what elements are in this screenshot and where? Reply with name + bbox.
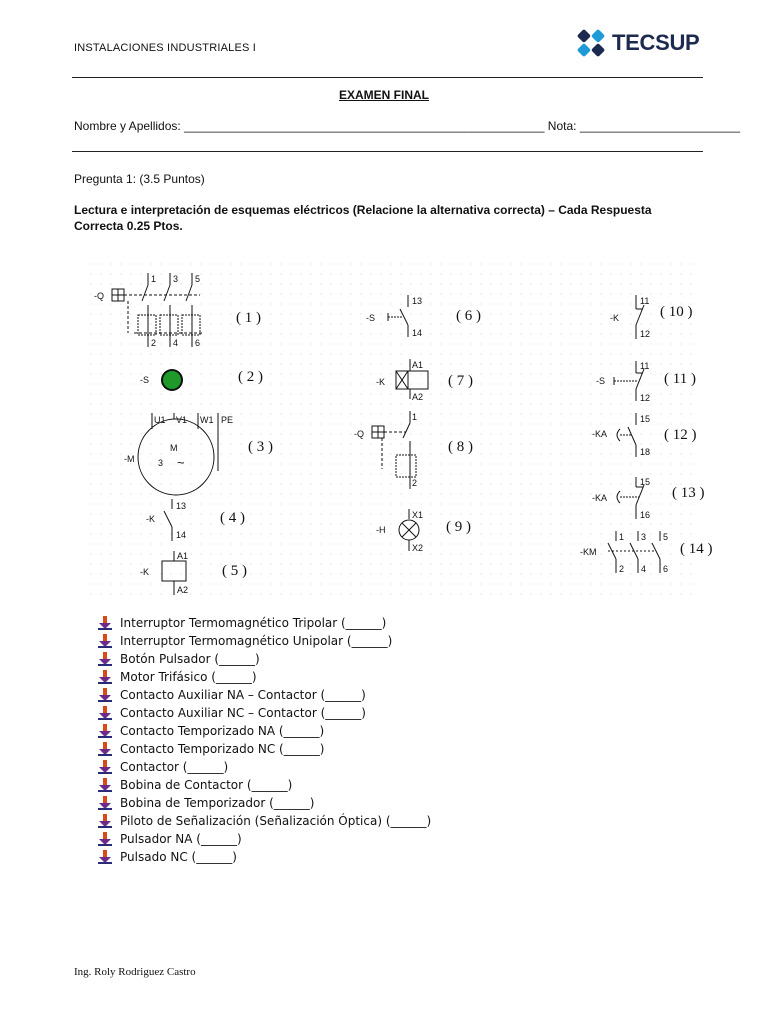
arrow-down-icon bbox=[98, 850, 112, 864]
arrow-down-icon bbox=[98, 688, 112, 702]
tag-s2: -S bbox=[140, 375, 149, 385]
list-item bbox=[98, 650, 431, 668]
arrow-down-icon bbox=[98, 724, 112, 738]
t14-4: 4 bbox=[641, 564, 647, 574]
arrow-down-icon bbox=[98, 832, 112, 846]
motor-ac: ~ bbox=[177, 455, 185, 470]
label-7: ( 7 ) bbox=[448, 373, 473, 389]
grade-label: Nota: bbox=[547, 119, 577, 133]
tag-km14: -KM bbox=[580, 547, 597, 557]
arrow-down-icon bbox=[98, 742, 112, 756]
option-text[interactable]: Contactor (______) bbox=[120, 760, 229, 774]
course-name: INSTALACIONES INDUSTRIALES I bbox=[74, 42, 257, 54]
tag-m3: -M bbox=[124, 454, 135, 464]
question-heading: Pregunta 1: (3.5 Puntos) bbox=[74, 172, 205, 186]
arrow-down-icon bbox=[98, 796, 112, 810]
label-12: ( 12 ) bbox=[664, 427, 697, 443]
t13-15: 15 bbox=[640, 477, 651, 487]
tag-k10: -K bbox=[610, 313, 619, 323]
t1-4: 4 bbox=[173, 338, 179, 348]
option-text[interactable]: Piloto de Señalización (Señalización Óptica) (______) bbox=[120, 814, 432, 828]
t6-14: 14 bbox=[412, 328, 423, 338]
arrow-down-icon bbox=[98, 778, 112, 792]
t14-6: 6 bbox=[663, 564, 669, 574]
t11-11: 11 bbox=[640, 361, 650, 371]
t3-w1: W1 bbox=[200, 415, 214, 425]
option-text[interactable]: Interruptor Termomagnético Tripolar (______) bbox=[120, 616, 387, 630]
header-rule bbox=[72, 77, 703, 78]
option-text[interactable]: Interruptor Termomagnético Unipolar (______) bbox=[120, 634, 393, 648]
option-text[interactable]: Bobina de Contactor (______) bbox=[120, 778, 293, 792]
t14-1: 1 bbox=[619, 532, 625, 542]
t8-2: 2 bbox=[412, 478, 418, 488]
list-item bbox=[98, 668, 431, 686]
answer-options-list bbox=[98, 614, 431, 866]
t14-3: 3 bbox=[641, 532, 647, 542]
list-item bbox=[98, 722, 431, 740]
t1-1: 1 bbox=[151, 274, 157, 284]
t3-v1: V1 bbox=[176, 415, 188, 425]
t7-a2: A2 bbox=[412, 392, 424, 402]
list-item bbox=[98, 794, 431, 812]
label-14: ( 14 ) bbox=[680, 541, 713, 557]
option-text[interactable]: Contacto Auxiliar NA – Contactor (______) bbox=[120, 688, 366, 702]
t1-6: 6 bbox=[195, 338, 201, 348]
t6-13: 13 bbox=[412, 296, 423, 306]
exam-title-text: EXAMEN FINAL bbox=[339, 88, 429, 102]
option-text[interactable]: Pulsador NA (______) bbox=[120, 832, 242, 846]
name-row bbox=[74, 119, 740, 133]
list-item bbox=[98, 830, 431, 848]
option-text[interactable]: Motor Trifásico (______) bbox=[120, 670, 257, 684]
list-item bbox=[98, 812, 431, 830]
arrow-down-icon bbox=[98, 670, 112, 684]
option-text[interactable]: Bobina de Temporizador (______) bbox=[120, 796, 315, 810]
question-instruction: Lectura e interpretación de esquemas eléctricos (Relacione la alternativa correcta) – Cada Respuesta Correcta 0.25 Ptos. bbox=[74, 203, 652, 233]
list-item bbox=[98, 704, 431, 722]
arrow-down-icon bbox=[98, 616, 112, 630]
arrow-down-icon bbox=[98, 652, 112, 666]
t9-x1: X1 bbox=[412, 510, 424, 520]
t12-18: 18 bbox=[640, 447, 651, 457]
t12-15: 15 bbox=[640, 414, 651, 424]
t5-a1: A1 bbox=[177, 551, 189, 561]
option-text[interactable]: Botón Pulsador (______) bbox=[120, 652, 260, 666]
label-1: ( 1 ) bbox=[236, 310, 261, 326]
option-text[interactable]: Contacto Temporizado NA (______) bbox=[120, 724, 325, 738]
list-item bbox=[98, 758, 431, 776]
t11-12: 12 bbox=[640, 393, 651, 403]
t1-5: 5 bbox=[195, 274, 201, 284]
footer-author: Ing. Roly Rodriguez Castro bbox=[74, 966, 196, 978]
electrical-symbols-diagram bbox=[90, 263, 713, 603]
label-10: ( 10 ) bbox=[660, 304, 693, 320]
tag-s11: -S bbox=[596, 376, 605, 386]
label-6: ( 6 ) bbox=[456, 308, 481, 324]
t3-u1: U1 bbox=[154, 415, 166, 425]
exam-title bbox=[0, 88, 768, 102]
label-13: ( 13 ) bbox=[672, 485, 705, 501]
label-4: ( 4 ) bbox=[220, 510, 245, 526]
t3-pe: PE bbox=[221, 415, 234, 425]
name-label: Nombre y Apellidos: bbox=[74, 119, 181, 133]
tag-ka12: -KA bbox=[592, 429, 608, 439]
option-text[interactable]: Contacto Temporizado NC (______) bbox=[120, 742, 325, 756]
name-rule bbox=[72, 151, 703, 152]
tag-q8: -Q bbox=[354, 429, 364, 439]
tecsup-logo bbox=[574, 27, 700, 59]
t14-2: 2 bbox=[619, 564, 625, 574]
t10-11: 11 bbox=[640, 296, 650, 306]
label-3: ( 3 ) bbox=[248, 439, 273, 455]
arrow-down-icon bbox=[98, 814, 112, 828]
label-9: ( 9 ) bbox=[446, 519, 471, 535]
motor-phase: 3 bbox=[158, 458, 164, 468]
tag-k7: -K bbox=[376, 377, 385, 387]
tag-s6: -S bbox=[366, 313, 375, 323]
tag-q1: -Q bbox=[94, 291, 104, 301]
arrow-down-icon bbox=[98, 760, 112, 774]
t9-x2: X2 bbox=[412, 543, 424, 553]
t4-13: 13 bbox=[176, 501, 187, 511]
list-item bbox=[98, 740, 431, 758]
grade-blank[interactable]: ________________________ bbox=[579, 119, 740, 133]
motor-m: M bbox=[170, 443, 178, 453]
tag-ka13: -KA bbox=[592, 493, 608, 503]
green-pilot-lamp bbox=[163, 371, 181, 389]
tag-h9: -H bbox=[376, 525, 386, 535]
arrow-down-icon bbox=[98, 706, 112, 720]
label-2: ( 2 ) bbox=[238, 369, 263, 385]
list-item bbox=[98, 632, 431, 650]
t5-a2: A2 bbox=[177, 585, 189, 595]
t13-16: 16 bbox=[640, 510, 651, 520]
label-11: ( 11 ) bbox=[664, 371, 696, 387]
t8-1: 1 bbox=[412, 412, 418, 422]
option-text[interactable]: Pulsado NC (______) bbox=[120, 850, 237, 864]
tecsup-logo-icon bbox=[574, 27, 608, 59]
t14-5: 5 bbox=[663, 532, 669, 542]
list-item bbox=[98, 686, 431, 704]
label-8: ( 8 ) bbox=[448, 439, 473, 455]
logo-text: TECSUP bbox=[612, 30, 700, 55]
label-5: ( 5 ) bbox=[222, 563, 247, 579]
t7-a1: A1 bbox=[412, 360, 424, 370]
list-item bbox=[98, 614, 431, 632]
tag-k4: -K bbox=[146, 514, 155, 524]
t1-3: 3 bbox=[173, 274, 179, 284]
option-text[interactable]: Contacto Auxiliar NC – Contactor (______) bbox=[120, 706, 366, 720]
name-blank[interactable]: ______________________________________________________ bbox=[184, 119, 545, 133]
tag-k5: -K bbox=[140, 567, 149, 577]
list-item bbox=[98, 776, 431, 794]
list-item bbox=[98, 848, 431, 866]
t1-2: 2 bbox=[151, 338, 157, 348]
t10-12: 12 bbox=[640, 329, 651, 339]
arrow-down-icon bbox=[98, 634, 112, 648]
t4-14: 14 bbox=[176, 530, 187, 540]
